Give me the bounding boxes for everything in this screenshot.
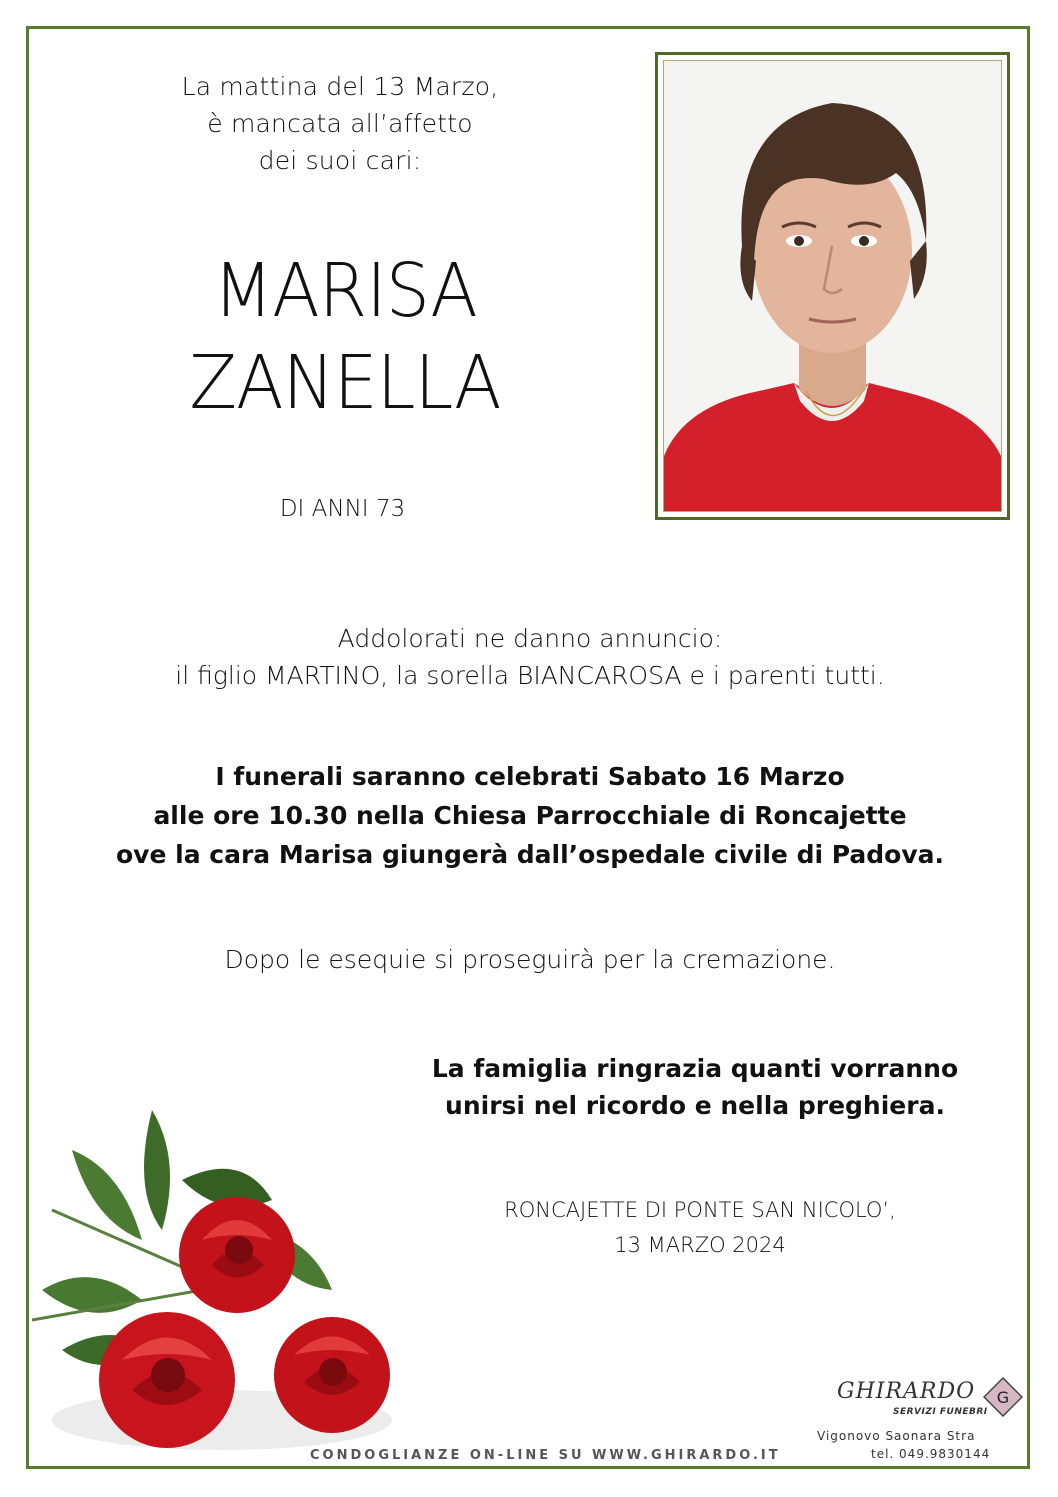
deceased-name — [134, 245, 557, 429]
announcement — [100, 620, 960, 694]
funeral-line-2: alle ore 10.30 nella Chiesa Parrocchiale di Roncajette — [153, 801, 907, 830]
portrait-illustration — [664, 61, 1001, 511]
intro-line-3: dei suoi cari: — [258, 146, 422, 175]
portrait-frame — [655, 52, 1010, 520]
portrait-photo — [663, 60, 1002, 512]
family-thanks — [400, 1050, 990, 1124]
deceased-first-name: MARISA — [213, 248, 477, 334]
logo-tagline: SERVIZI FUNEBRI — [893, 1407, 988, 1417]
place-text: RONCAJETTE DI PONTE SAN NICOLO’, — [504, 1198, 896, 1222]
online-condolences-text: CONDOGLIANZE ON-LINE SU WWW.GHIRARDO.IT — [310, 1448, 781, 1463]
logo-diamond-icon — [983, 1377, 1023, 1417]
red-roses-image — [32, 1090, 432, 1460]
thanks-line-1: La famiglia ringrazia quanti vorranno — [431, 1054, 959, 1083]
logo-phone: tel. 049.9830144 — [871, 1447, 991, 1461]
announcement-line-1: Addolorati ne danno annuncio: — [337, 624, 723, 653]
intro-text — [150, 68, 530, 179]
svg-text:G: G — [996, 1388, 1010, 1407]
date-text: 13 MARZO 2024 — [614, 1233, 786, 1257]
place-and-date — [440, 1193, 960, 1263]
logo-name: GHIRARDO — [837, 1379, 976, 1404]
deceased-age: DI ANNI 73 — [279, 496, 406, 522]
intro-line-2: è mancata all’affetto — [207, 109, 473, 138]
deceased-last-name: ZANELLA — [189, 340, 501, 426]
funeral-line-3: ove la cara Marisa giungerà dall’ospedale civile di Padova. — [116, 840, 944, 869]
thanks-line-2: unirsi nel ricordo e nella preghiera. — [445, 1091, 945, 1120]
cremation-note: Dopo le esequie si proseguirà per la cremazione. — [224, 945, 836, 974]
announcement-line-2: il figlio MARTINO, la sorella BIANCAROSA e i parenti tutti. — [175, 661, 885, 690]
logo-places: Vigonovo Saonara Stra — [817, 1429, 976, 1443]
funeral-details — [60, 757, 1000, 874]
funeral-home-logo — [815, 1375, 1025, 1470]
intro-line-1: La mattina del 13 Marzo, — [181, 72, 499, 101]
funeral-line-1: I funerali saranno celebrati Sabato 16 Marzo — [215, 762, 845, 791]
